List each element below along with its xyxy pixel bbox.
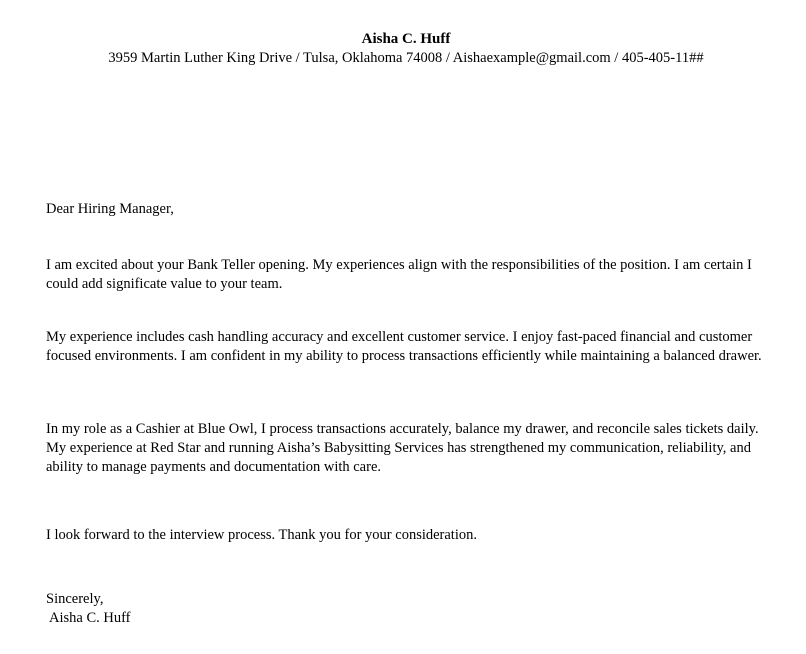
letter-paragraph-experience: My experience includes cash handling accuracy and excellent customer service. I enjoy fast-paced financial and customer focused environments. I am confident in my ability to process transactions efficiently while maintaining a balanced drawer. [46,329,762,364]
letter-closing: Sincerely, [46,591,104,607]
sender-name: Aisha C. Huff [361,31,451,47]
letter-greeting: Dear Hiring Manager, [46,201,174,217]
sender-contact-line: 3959 Martin Luther King Drive / Tulsa, Oklahoma 74008 / Aishaexample@gmail.com / 405-405-11## [108,50,704,66]
letter-header [0,30,806,68]
letter-signature: Aisha C. Huff [49,610,131,626]
letter-paragraph-intro: I am excited about your Bank Teller opening. My experiences align with the responsibilities of the position. I am certain I could add significate value to your team. [46,257,752,292]
letter-paragraph-closing: I look forward to the interview process. Thank you for your consideration. [46,527,477,543]
letter-paragraph-roles: In my role as a Cashier at Blue Owl, I process transactions accurately, balance my drawer, and reconcile sales tickets daily. My experience at Red Star and running Aisha’s Babysitting Services has strengthened my communication, reliability, and ability to manage payments and documentation with care. [46,421,759,475]
